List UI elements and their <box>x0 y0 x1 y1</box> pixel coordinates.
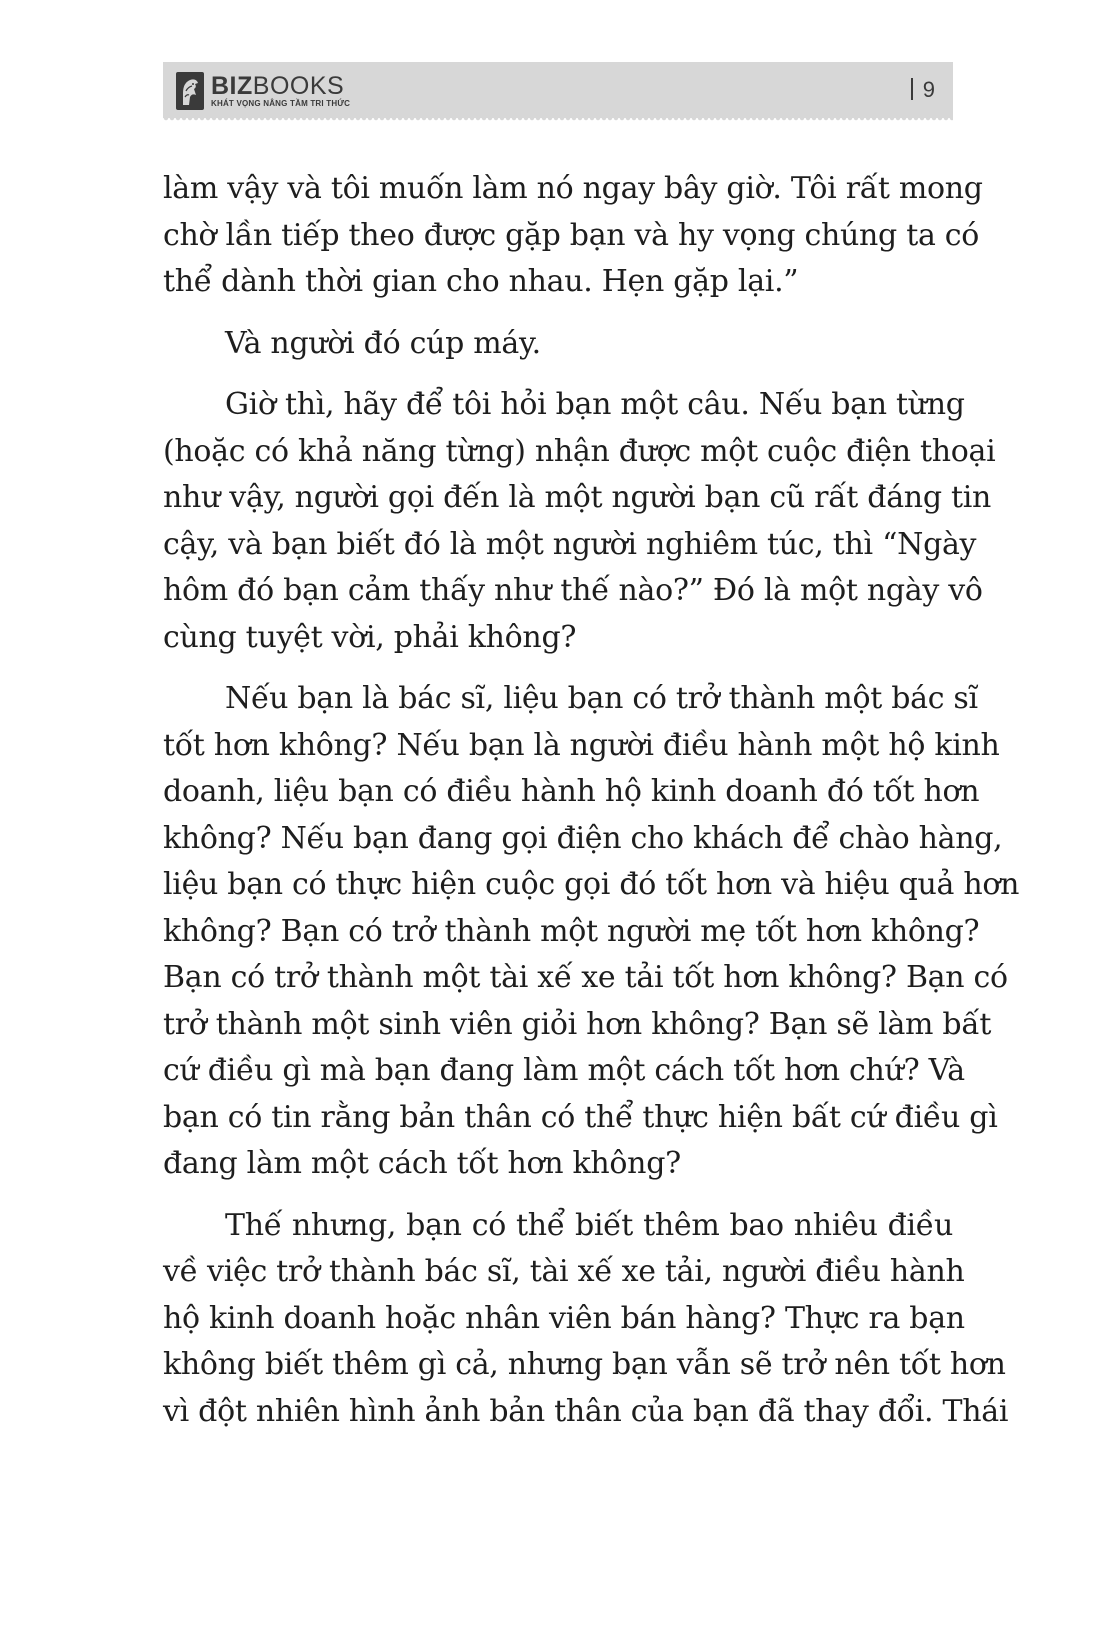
text-line: Và người đó cúp máy. <box>225 325 541 361</box>
text-line: Giờ thì, hãy để tôi hỏi bạn một câu. Nếu bạn từng <box>225 387 965 422</box>
page-number-divider <box>911 78 913 100</box>
text-line: trở thành một sinh viên giỏi hơn không? Bạn sẽ làm bất <box>163 1006 992 1042</box>
text-line: liệu bạn có thực hiện cuộc gọi đó tốt hơn và hiệu quả hơn <box>163 867 1020 902</box>
brand-name <box>211 73 350 99</box>
bizbooks-logo <box>175 69 350 113</box>
text-line: vì đột nhiên hình ảnh bản thân của bạn đã thay đổi. Thái <box>163 1393 1009 1429</box>
body-text <box>163 166 1020 1450</box>
text-line: chờ lần tiếp theo được gặp bạn và hy vọng chúng ta có <box>163 217 980 253</box>
text-line: (hoặc có khả năng từng) nhận được một cuộc điện thoại <box>163 433 996 469</box>
paragraph <box>163 382 996 661</box>
text-line: bạn có tin rằng bản thân có thể thực hiện bất cứ điều gì <box>163 1099 998 1135</box>
text-line: cậy, và bạn biết đó là một người nghiêm túc, thì “Ngày <box>163 526 977 562</box>
paragraph <box>163 1203 1009 1436</box>
text-line: Bạn có trở thành một tài xế xe tải tốt hơn không? Bạn có <box>163 960 1008 995</box>
text-line: về việc trở thành bác sĩ, tài xế xe tải, người điều hành <box>163 1254 965 1289</box>
text-line: Nếu bạn là bác sĩ, liệu bạn có trở thành một bác sĩ <box>225 681 978 716</box>
brand-tagline: KHÁT VỌNG NÂNG TẦM TRI THỨC <box>211 99 351 108</box>
text-line: cùng tuyệt vời, phải không? <box>163 619 577 655</box>
text-line: không biết thêm gì cả, nhưng bạn vẫn sẽ trở nên tốt hơn <box>163 1347 1006 1382</box>
lion-emblem-icon <box>175 71 205 111</box>
paragraph <box>163 676 1020 1188</box>
text-line: đang làm một cách tốt hơn không? <box>163 1146 681 1181</box>
text-line: Thế nhưng, bạn có thể biết thêm bao nhiêu điều <box>225 1207 953 1243</box>
page-number-value: 9 <box>922 77 935 102</box>
paragraph <box>163 321 953 368</box>
brand-name-bold: BIZ <box>211 72 253 100</box>
text-line: như vậy, người gọi đến là một người bạn cũ rất đáng tin <box>163 480 992 515</box>
text-line: tốt hơn không? Nếu bạn là người điều hành một hộ kinh <box>163 727 1000 763</box>
text-line: không? Nếu bạn đang gọi điện cho khách để chào hàng, <box>163 820 1003 856</box>
text-line: doanh, liệu bạn có điều hành hộ kinh doanh đó tốt hơn <box>163 774 980 809</box>
text-line: cứ điều gì mà bạn đang làm một cách tốt hơn chứ? Và <box>163 1053 965 1088</box>
page-header <box>163 62 953 118</box>
text-line: làm vậy và tôi muốn làm nó ngay bây giờ. Tôi rất mong <box>163 171 983 206</box>
text-line: hôm đó bạn cảm thấy như thế nào?” Đó là một ngày vô <box>163 573 983 608</box>
brand-name-light: BOOKS <box>252 72 345 100</box>
text-line: không? Bạn có trở thành một người mẹ tốt hơn không? <box>163 913 980 949</box>
paragraph <box>163 166 983 306</box>
text-line: thể dành thời gian cho nhau. Hẹn gặp lại.” <box>163 264 799 299</box>
text-line: hộ kinh doanh hoặc nhân viên bán hàng? Thực ra bạn <box>163 1300 965 1336</box>
page-number <box>911 76 935 104</box>
